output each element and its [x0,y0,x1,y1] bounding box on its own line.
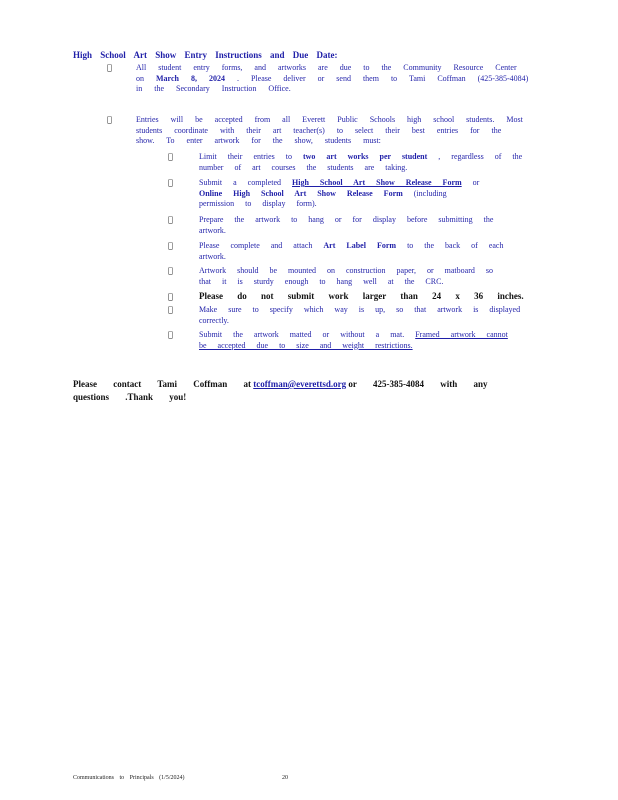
page-number: 20 [282,775,288,781]
entries-line-1: Entries will be accepted from all Everett Public Schools high school students. Most [136,115,523,124]
art-label-form-link[interactable]: Art Label Form [323,241,397,250]
online-release-form-link[interactable]: Online High School Art Show Release Form [199,188,403,198]
list-item-line: artwork. [199,251,226,261]
entries-line-3: show. To enter artwork for the show, students must: [136,136,381,145]
due-date-line-1: All student entry forms, and artworks are due to the Community Resource Center [136,63,517,72]
bullet-icon [168,178,173,187]
contact-email-link[interactable]: tcoffman@everettsd.org [253,379,347,389]
list-item-release-form [199,178,529,210]
list-item-line: Submit a completed High School Art Show Release Form or [199,178,480,187]
list-item-line: Please complete and attach Art Label Form to the back of each [199,241,504,250]
due-date-paragraph [136,63,531,95]
list-item-art-label [199,241,529,262]
list-item-line: that it is sturdy enough to hang well at the CRC. [199,276,444,286]
list-item-line: Artwork should be mounted on construction paper, or matboard so [199,266,493,275]
bullet-icon [107,115,112,124]
list-item-line: correctly. [199,315,229,325]
entries-paragraph [136,115,531,147]
list-item-limit-entries [199,152,529,173]
bullet-icon [168,330,173,339]
list-item-line: number of art courses the students are taking. [199,162,408,172]
list-item-prepare-artwork [199,215,529,236]
list-item-line: Limit their entries to two art works per student , regardless of the [199,152,523,161]
list-item-line: Submit the artwork matted or without a mat. Framed artwork cannot [199,330,508,339]
entry-limit-text: two art works per student [302,152,428,161]
list-item-line: Make sure to specify which way is up, so that artwork is displayed [199,305,521,314]
list-item-line: Prepare the artwork to hang or for display before submitting the [199,215,494,224]
release-form-link[interactable]: High School Art Show Release Form [292,178,462,187]
list-item-size-limit [199,291,529,302]
list-item-line: Please do not submit work larger than 24 x 36 inches. [199,291,524,301]
bullet-icon [168,215,173,224]
entries-line-2: students coordinate with their art teacher(s) to select their best entries for the [136,125,502,135]
list-item-line: Online High School Art Show Release Form (including [199,188,447,198]
framed-warning-text: Framed artwork cannot [415,330,508,339]
list-item-line: permission to display form). [199,199,317,208]
list-item-line: artwork. [199,225,226,235]
bullet-icon [168,292,173,301]
list-item-line: be accepted due to size and weight restrictions. [199,340,413,350]
bullet-icon [168,305,173,314]
due-date-line-3: in the Secondary Instruction Office. [136,84,291,93]
footer-text: Communications to Principals (1/5/2024) [73,775,185,781]
bullet-icon [168,266,173,275]
bullet-icon [168,241,173,250]
due-date-line-2: on March 8, 2024 . Please deliver or send them to Tami Coffman (425-385-4084) [136,73,529,83]
contact-paragraph [73,378,539,404]
page-footer [73,775,288,781]
list-item-matting [199,330,539,351]
list-item-mounting [199,266,529,287]
bullet-icon [107,63,112,72]
contact-prefix: Please contact Tami Coffman at [73,379,251,389]
page-title: High School Art Show Entry Instructions and Due Date: [73,50,338,60]
bullet-icon [168,152,173,161]
list-item-orientation [199,305,529,326]
contact-suffix: or 425-385-4084 with any questions .Thank you! [73,379,488,402]
due-date-value: March 8, 2024 [156,73,225,83]
